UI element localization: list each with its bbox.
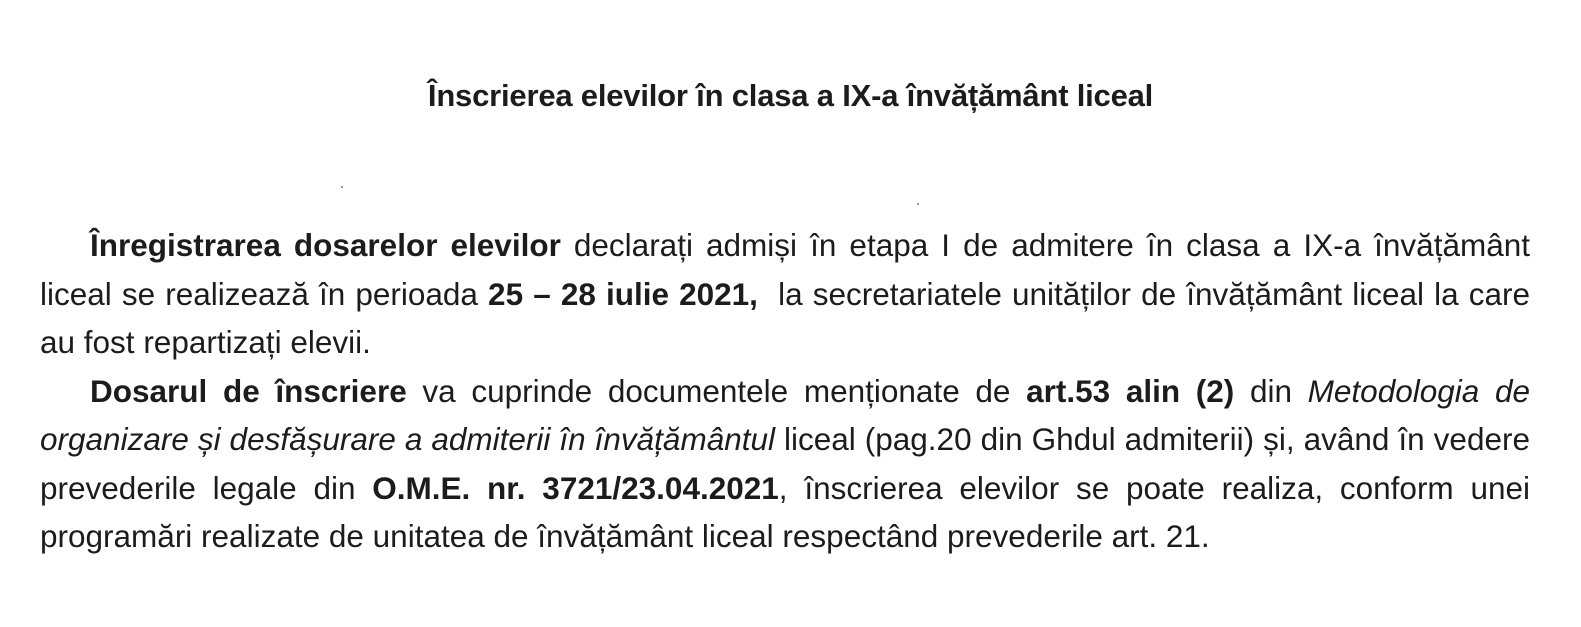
order-reference: O.M.E. nr. 3721/23.04.2021: [372, 469, 779, 506]
registration-dates: 25 – 28 iulie 2021,: [488, 275, 758, 312]
document-body: [40, 221, 1539, 561]
methodology-title: Metodologia de organizare și desfășurare a admiterii în învățământul: [40, 372, 1530, 457]
dossier-text: va cuprinde documentele menționate de: [406, 372, 1027, 409]
scan-speck: [917, 203, 919, 205]
scan-speck: [341, 186, 343, 188]
registration-text: declarați admiși în etapa I de admitere în clasa a IX-a învățământ liceal se realizează în perioada: [40, 227, 1530, 312]
paragraph-registration: [40, 221, 1539, 367]
dossier-text-2: din: [1234, 372, 1308, 409]
registration-lead: Înregistrarea dosarelor elevilor: [90, 227, 561, 263]
dossier-text-3: liceal (pag.20 din Ghdul admiterii) și, având în vedere prevederile legale din: [40, 421, 1530, 506]
dossier-text-4: , înscrierea elevilor se poate realiza, conform unei programări realizate de unitatea de învățământ liceal respectând prevederile art. 21.: [40, 469, 1530, 554]
paragraph-dossier: [40, 367, 1530, 561]
dossier-lead: Dosarul de înscriere: [90, 372, 407, 409]
article-reference: art.53 alin (2): [1026, 372, 1235, 409]
registration-text-end: la secretariatele unităților de învățământ liceal la care au fost repartizați elevii.: [40, 275, 1539, 360]
document-title: Înscrierea elevilor în clasa a IX-a învățământ liceal: [427, 78, 1154, 113]
